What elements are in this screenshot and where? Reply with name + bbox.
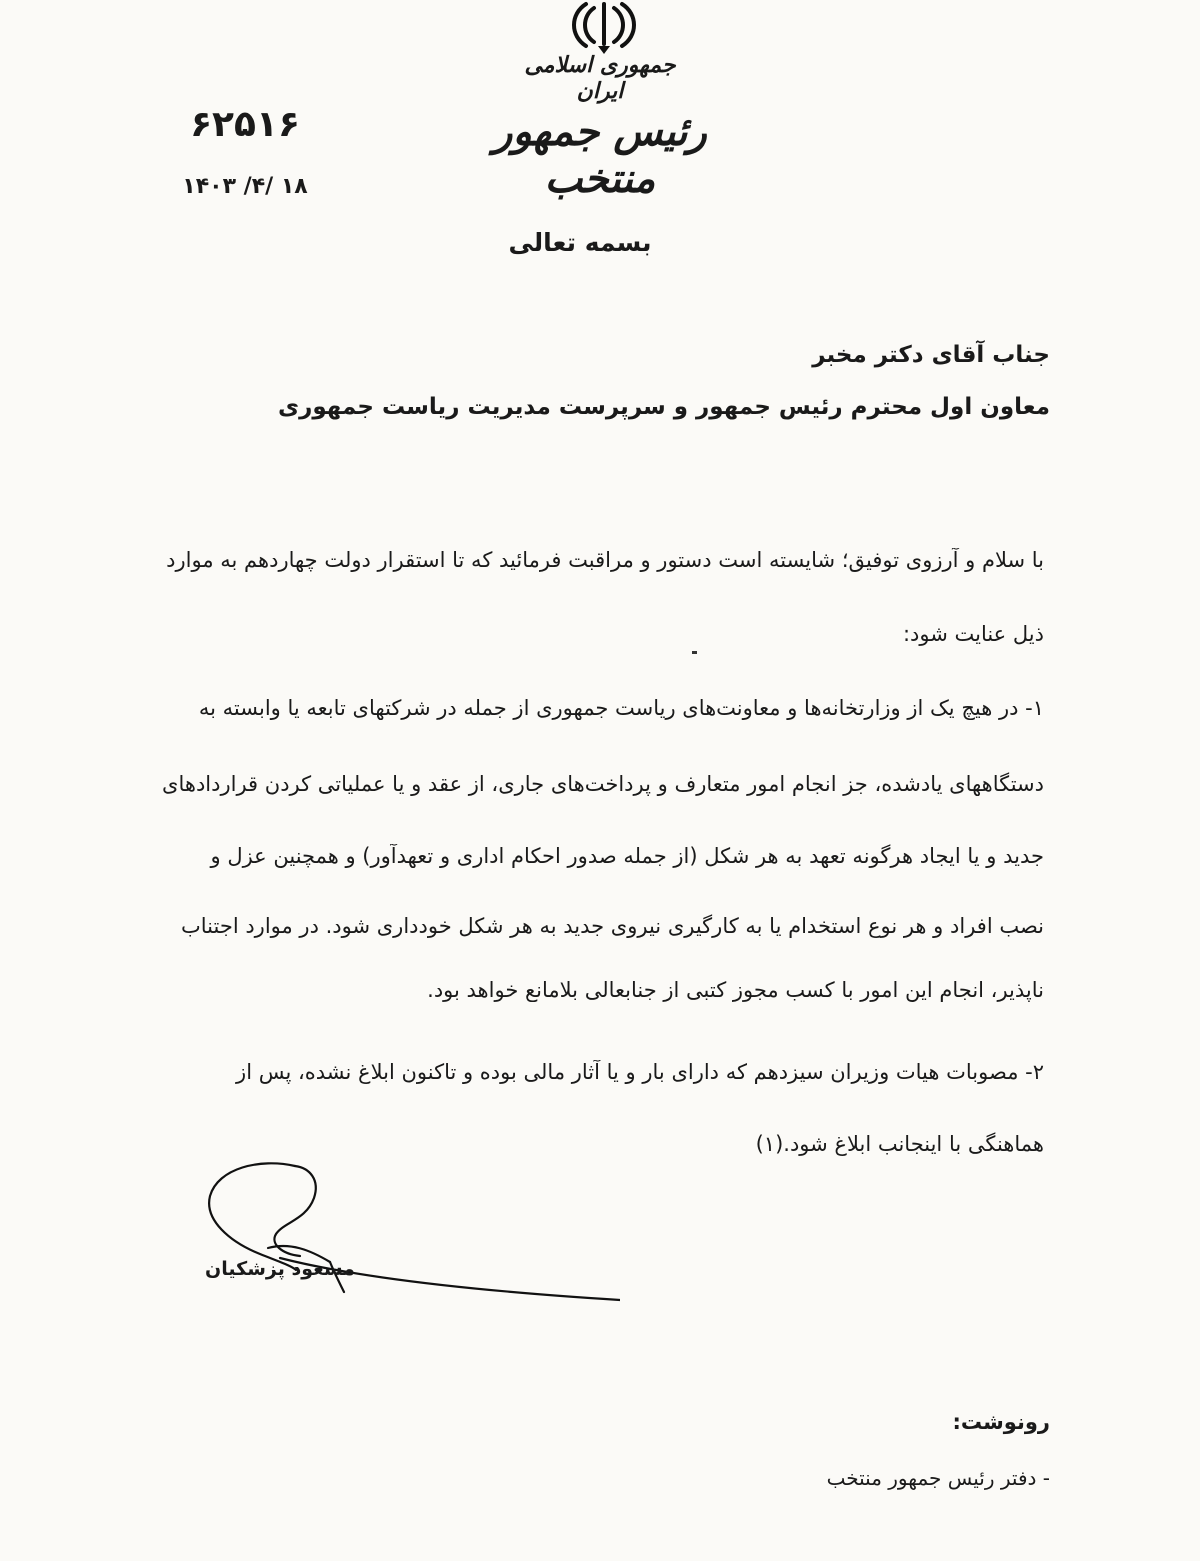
cc-item: - دفتر رئیس جمهور منتخب — [826, 1466, 1050, 1490]
addressee-title: معاون اول محترم رئیس جمهور و سرپرست مدیریت ریاست جمهوری — [278, 394, 1050, 420]
letter-number: ۶۲۵۱۶ — [190, 104, 300, 145]
signer-name: مسعود پزشکیان — [205, 1258, 355, 1280]
body-line: ذیل عنایت شود: — [902, 622, 1044, 646]
body-line: ۲- مصوبات هیات وزیران سیزدهم که دارای بار و یا آثار مالی بوده و تاکنون ابلاغ نشده، پس از — [236, 1060, 1044, 1084]
body-line: جدید و یا ایجاد هرگونه تعهد به هر شکل (از جمله صدور احکام اداری و تعهدآور) و همچنین عزل و — [210, 844, 1044, 868]
letter-date: ۱۴۰۳ /۴/ ۱۸ — [182, 174, 308, 199]
body-line: ۱- در هیچ یک از وزارتخانه‌ها و معاونت‌های ریاست جمهوری از جمله در شرکتهای تابعه یا وابسته به — [198, 696, 1044, 720]
office-title: رئیس جمهور منتخب — [493, 108, 707, 202]
cc-label: رونوشت: — [952, 1410, 1050, 1434]
body-line: ناپذیر، انجام این امور با کسب مجوز کتبی از جنابعالی بلامانع خواهد بود. — [427, 978, 1044, 1002]
country-name: جمهوری اسلامی ایران — [524, 52, 676, 104]
body-line: هماهنگی با اینجانب ابلاغ شود.(۱) — [755, 1132, 1044, 1156]
scan-speck — [692, 651, 697, 654]
addressee-name: جناب آقای دکتر مخبر — [812, 342, 1050, 368]
body-line: دستگاههای یادشده، جز انجام امور متعارف و پرداخت‌های جاری، از عقد و یا عملیاتی کردن قراردادهای — [162, 772, 1044, 796]
body-line: نصب افراد و هر نوع استخدام یا به کارگیری نیروی جدید به هر شکل خودداری شود. در موارد اجتناب — [181, 914, 1044, 938]
handwritten-signature — [200, 1158, 620, 1318]
body-line: با سلام و آرزوی توفیق؛ شایسته است دستور و مراقبت فرمائید که تا استقرار دولت چهاردهم به موارد — [166, 548, 1044, 572]
national-emblem-icon — [564, 0, 644, 56]
invocation: بسمه تعالی — [508, 228, 652, 257]
